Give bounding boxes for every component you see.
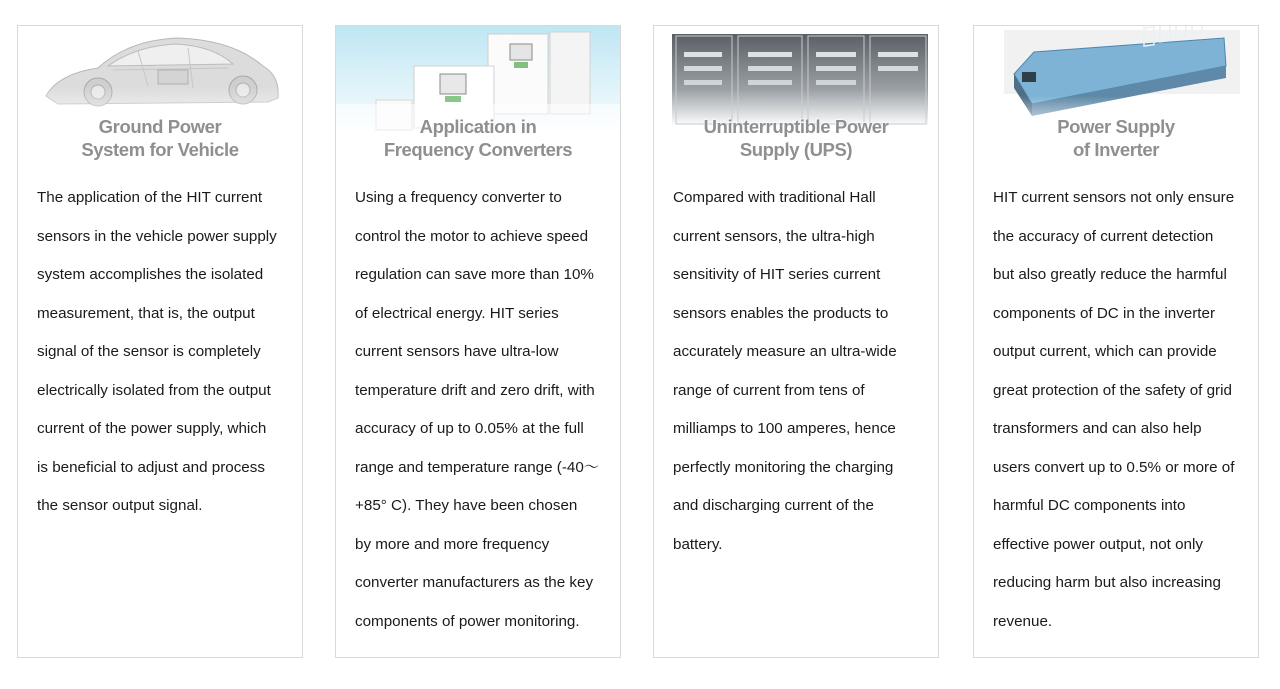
text-line: transformers and can also help xyxy=(993,420,1202,437)
text-line: effective power output, not only xyxy=(993,535,1203,553)
card-title-line: Frequency Converters xyxy=(383,139,573,160)
text-line: components of power monitoring. xyxy=(355,612,580,630)
text-line: range of current from tens of xyxy=(673,381,865,399)
card-title-line: Power Supply xyxy=(1057,116,1175,137)
card-ups xyxy=(653,25,939,658)
text-line: range and temperature range (-40～ xyxy=(355,458,599,476)
text-line: of electrical energy. HIT series xyxy=(355,304,559,322)
text-line: harmful DC components into xyxy=(993,497,1186,514)
text-line: by more and more frequency xyxy=(355,535,550,553)
text-line: measurement, that is, the output xyxy=(37,304,255,322)
text-line: is beneficial to adjust and process xyxy=(37,458,265,476)
text-line: milliamps to 100 amperes, hence xyxy=(673,420,896,437)
text-line: users convert up to 0.5% or more of xyxy=(993,458,1235,476)
card-title xyxy=(336,115,620,161)
text-line: converter manufacturers as the key xyxy=(355,574,594,591)
text-line: accuracy of up to 0.05% at the full xyxy=(355,420,584,437)
text-line: The application of the HIT current xyxy=(37,189,263,206)
text-line: signal of the sensor is completely xyxy=(37,343,261,360)
card-title xyxy=(18,115,302,161)
card-title-line: Ground Power xyxy=(98,116,222,137)
card-inverter xyxy=(973,25,1259,658)
text-line: current of the power supply, which xyxy=(37,420,267,437)
card-title-line: Uninterruptible Power xyxy=(703,116,889,137)
card-description xyxy=(993,179,1246,641)
card-description xyxy=(673,179,926,564)
text-line: and discharging current of the xyxy=(673,497,874,514)
text-line: components of DC in the inverter xyxy=(993,304,1216,322)
card-title-line: Application in xyxy=(419,116,537,137)
card-title xyxy=(974,115,1258,161)
text-line: sensitivity of HIT series current xyxy=(673,266,881,283)
text-line: sensors enables the products to xyxy=(673,304,889,322)
text-line: Compared with traditional Hall xyxy=(673,189,876,206)
text-line: output current, which can provide xyxy=(993,343,1217,360)
text-line: reducing harm but also increasing xyxy=(993,574,1221,591)
text-line: temperature drift and zero drift, with xyxy=(355,381,595,399)
text-line: perfectly monitoring the charging xyxy=(673,458,894,476)
text-line: Using a frequency converter to xyxy=(355,189,562,206)
text-line: sensors in the vehicle power supply xyxy=(37,227,277,245)
card-title-line: System for Vehicle xyxy=(81,139,239,160)
card-description xyxy=(355,179,608,641)
text-line: electrically isolated from the output xyxy=(37,381,271,399)
text-line: system accomplishes the isolated xyxy=(37,266,264,283)
text-line: the accuracy of current detection xyxy=(993,227,1214,245)
text-line: great protection of the safety of grid xyxy=(993,381,1232,399)
card-title-line: of Inverter xyxy=(1072,139,1160,160)
text-line: regulation can save more than 10% xyxy=(355,266,594,283)
text-line: control the motor to achieve speed xyxy=(355,227,589,245)
card-description xyxy=(37,179,290,526)
text-line: HIT current sensors not only ensure xyxy=(993,189,1235,206)
card-frequency-converters xyxy=(335,25,621,658)
text-line: revenue. xyxy=(993,612,1053,630)
card-title-line: Supply (UPS) xyxy=(739,139,853,160)
text-line: accurately measure an ultra-wide xyxy=(673,343,897,360)
text-line: battery. xyxy=(673,535,723,553)
text-line: +85° C). They have been chosen xyxy=(355,497,578,514)
text-line: current sensors, the ultra-high xyxy=(673,227,875,245)
card-title xyxy=(654,115,938,161)
card-vehicle-power xyxy=(17,25,303,658)
text-line: the sensor output signal. xyxy=(37,497,203,514)
text-line: but also greatly reduce the harmful xyxy=(993,266,1227,283)
text-line: current sensors have ultra-low xyxy=(355,343,559,360)
